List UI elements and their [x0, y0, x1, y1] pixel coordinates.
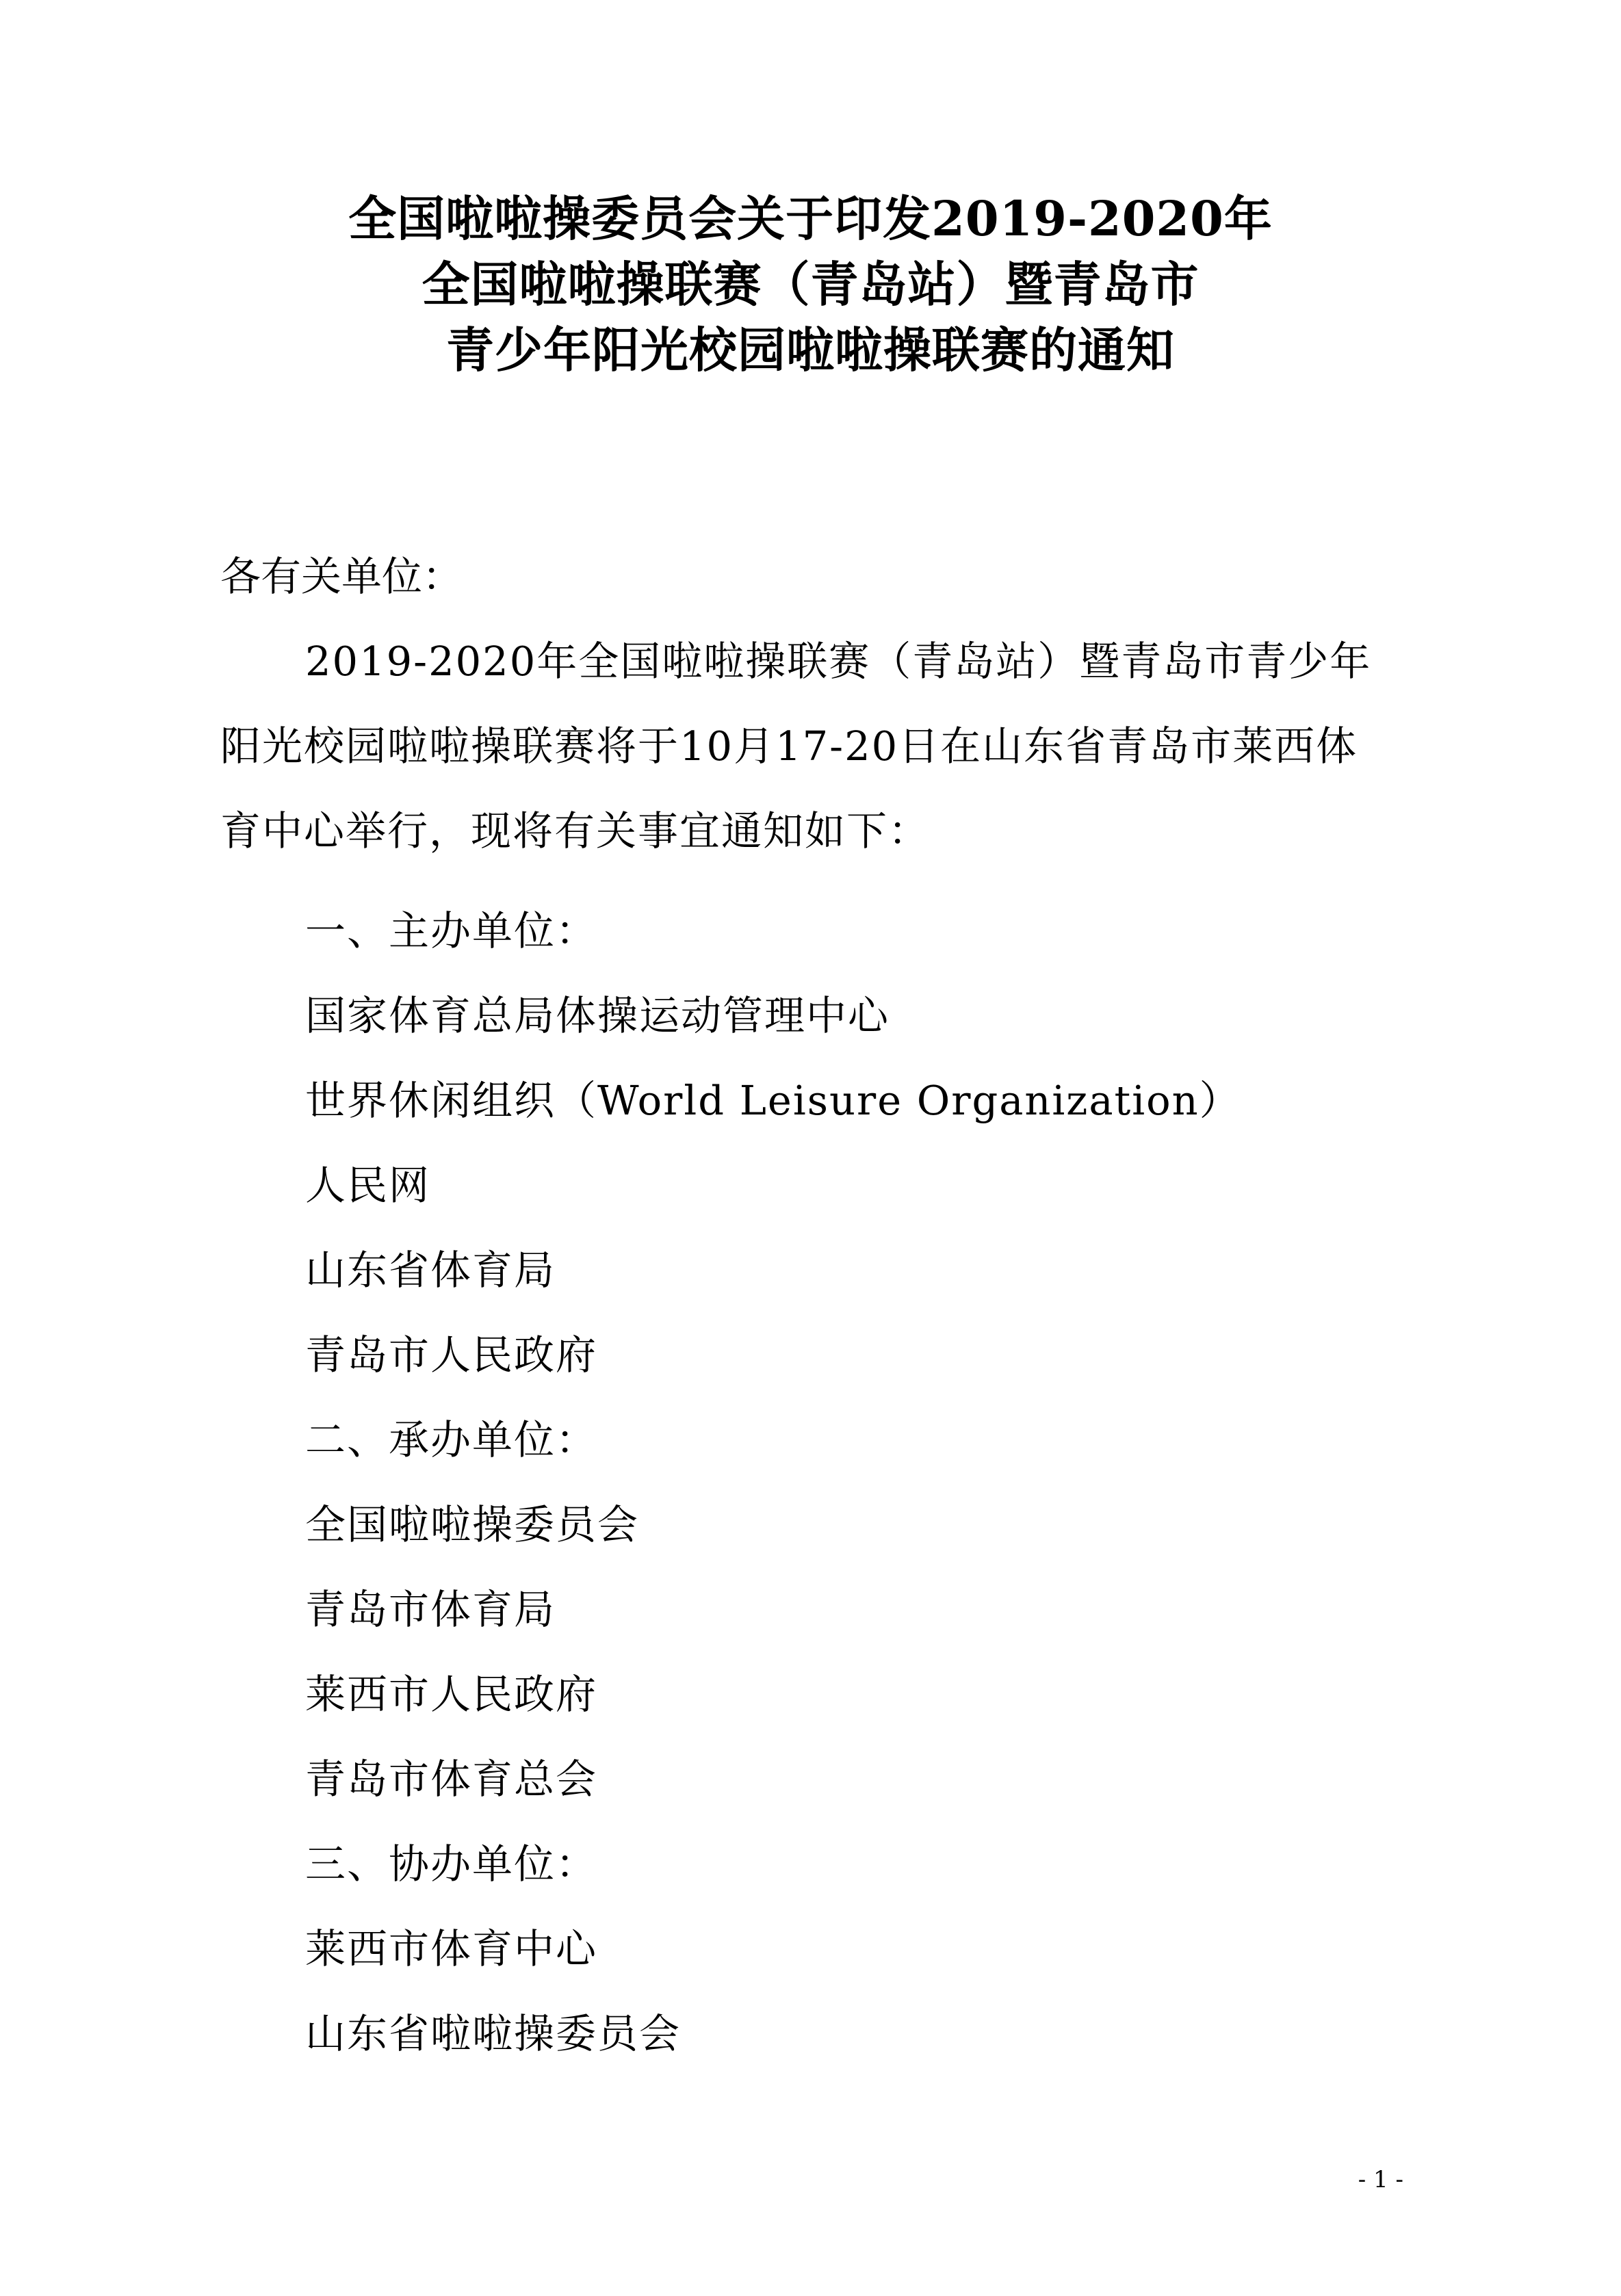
list-item: 人民网	[305, 1162, 431, 1209]
document-title	[0, 186, 1621, 383]
list-item: 青岛市人民政府	[305, 1331, 598, 1379]
list-item: 莱西市人民政府	[305, 1671, 598, 1718]
list-item: 国家体育总局体操运动管理中心	[305, 992, 890, 1039]
title-line-2: 全国啦啦操联赛（青岛站）暨青岛市	[422, 256, 1199, 313]
list-item: 全国啦啦操委员会	[305, 1501, 640, 1548]
organizer-list	[305, 889, 1241, 2076]
list-item: 山东省啦啦操委员会	[305, 2010, 682, 2057]
list-item: 莱西市体育中心	[305, 1925, 598, 1972]
page-number: - 1 -	[1358, 2166, 1403, 2193]
list-item: 青岛市体育总会	[305, 1756, 598, 1803]
intro-paragraph-line-3: 育中心举行，现将有关事宜通知如下：	[220, 807, 931, 855]
list-item: 山东省体育局	[305, 1247, 556, 1294]
list-item: 世界休闲组织（World Leisure Organization）	[305, 1077, 1241, 1124]
list-item: 青岛市体育局	[305, 1586, 556, 1633]
title-line-1: 全国啦啦操委员会关于印发2019-2020年	[348, 190, 1273, 247]
title-line-3: 青少年阳光校园啦啦操联赛的通知	[446, 322, 1175, 378]
section-heading-organizer: 二、承办单位：	[305, 1416, 598, 1463]
salutation: 各有关单位：	[220, 553, 463, 600]
intro-paragraph-line-2: 阳光校园啦啦操联赛将于10月17-20日在山东省青岛市莱西体	[220, 722, 1358, 770]
intro-paragraph-line-1: 2019-2020年全国啦啦操联赛（青岛站）暨青岛市青少年	[305, 638, 1372, 685]
section-heading-host: 一、主办单位：	[305, 907, 598, 954]
section-heading-co-organizer: 三、协办单位：	[305, 1840, 598, 1888]
